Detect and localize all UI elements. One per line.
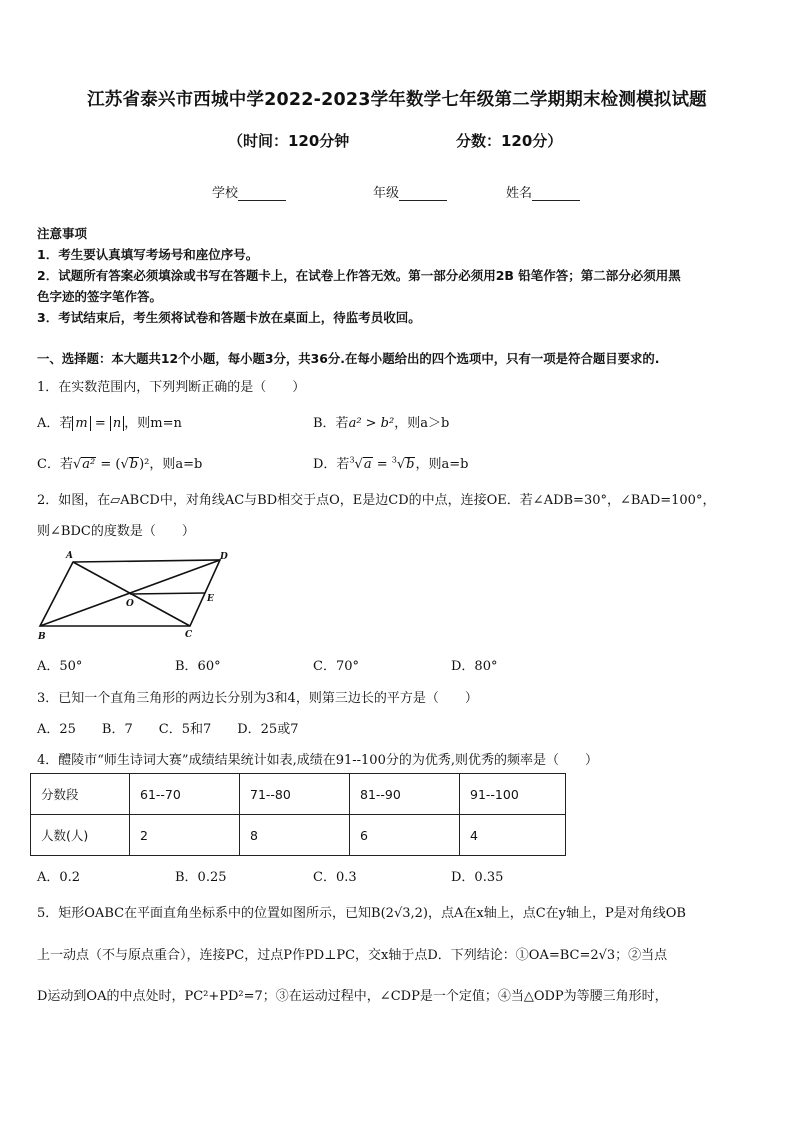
score-table xyxy=(30,773,566,856)
question-4-stem: 4．醴陵市“师生诗词大赛”成绩结果统计如表,成绩在91--100分的为优秀,则优秀的频率是（ ） xyxy=(37,753,598,768)
notice-item: 色字迹的签字笔作答。 xyxy=(37,289,163,304)
question-2-option-d: D．80° xyxy=(451,659,498,674)
table-cell: 91--100 xyxy=(460,774,566,815)
notice-item: 3．考试结束后，考生须将试卷和答题卡放在桌面上，待监考员收回。 xyxy=(37,310,421,325)
grade-field xyxy=(373,182,447,201)
label-a: A xyxy=(66,551,73,561)
question-4-option-a: A．0.2 xyxy=(37,870,81,885)
question-1-option-a: A．若 m = n ，则m=n xyxy=(37,416,182,431)
segment-oe xyxy=(130,593,205,594)
notice-item: 1．考生要认真填写考场号和座位序号。 xyxy=(37,247,259,262)
grade-label: 年级 xyxy=(373,186,400,201)
question-1-option-d: D．若$^3$√a = $^3$√b，则a=b xyxy=(313,455,469,472)
section-heading: 一、选择题：本大题共12个小题，每小题3分，共36分.在每小题给出的四个选项中，只有一项是符合题目要求的. xyxy=(37,351,660,366)
question-2-option-b: B．60° xyxy=(175,659,221,674)
table-cell: 61--70 xyxy=(130,774,240,815)
exam-score: 分数：120分） xyxy=(456,132,563,150)
question-1-option-c: C．若√a² = (√b)²，则a=b xyxy=(37,457,203,472)
school-blank[interactable] xyxy=(238,186,286,201)
question-2-option-a: A．50° xyxy=(37,659,83,674)
exam-time: （时间：120分钟 xyxy=(228,132,350,150)
name-field xyxy=(506,182,580,201)
parallelogram-figure xyxy=(30,548,230,644)
label-b: B xyxy=(38,632,46,642)
question-1-stem: 1．在实数范围内，下列判断正确的是（ ） xyxy=(37,380,306,395)
table-cell: 71--80 xyxy=(240,774,350,815)
question-4-option-c: C．0.3 xyxy=(313,870,357,885)
school-field xyxy=(212,182,286,201)
question-2-stem: 2．如图，在▱ABCD中，对角线AC与BD相交于点O，E是边CD的中点，连接OE．若∠ADB=30°，∠BAD=100°， xyxy=(37,493,716,508)
notice-item: 2．试题所有答案必须填涂或书写在答题卡上，在试卷上作答无效。第一部分必须用2B 铅笔作答；第二部分必须用黑 xyxy=(37,268,681,283)
label-e: E xyxy=(207,594,214,604)
question-3-options: A．25 B．7 C．5和7 D．25或7 xyxy=(37,722,299,737)
question-5-line: 5．矩形OABC在平面直角坐标系中的位置如图所示，已知B(2√3,2)，点A在x轴上，点C在y轴上，P是对角线OB xyxy=(37,906,686,921)
question-4-option-b: B．0.25 xyxy=(175,870,227,885)
label-c: C xyxy=(185,630,193,640)
question-3-stem: 3．已知一个直角三角形的两边长分别为3和4，则第三边长的平方是（ ） xyxy=(37,691,478,706)
question-4-option-d: D．0.35 xyxy=(451,870,504,885)
name-blank[interactable] xyxy=(532,186,580,201)
label-d: D xyxy=(220,552,228,562)
question-5-line: D运动到OA的中点处时，PC²+PD²=7；③在运动过程中，∠CDP是一个定值；④当△ODP为等腰三角形时， xyxy=(37,989,668,1004)
table-row xyxy=(31,815,566,856)
table-cell: 分数段 xyxy=(31,774,130,815)
table-row xyxy=(31,774,566,815)
grade-blank[interactable] xyxy=(399,186,447,201)
question-1-option-b: B．若a² > b²，则a＞b xyxy=(313,416,450,431)
school-label: 学校 xyxy=(212,186,239,201)
table-cell: 6 xyxy=(350,815,460,856)
table-cell: 81--90 xyxy=(350,774,460,815)
question-2-option-c: C．70° xyxy=(313,659,359,674)
name-label: 姓名 xyxy=(506,186,533,201)
question-2-stem: 则∠BDC的度数是（ ） xyxy=(37,524,195,539)
table-cell: 8 xyxy=(240,815,350,856)
question-5-line: 上一动点（不与原点重合），连接PC，过点P作PD⊥PC，交x轴于点D．下列结论：①OA=BC=2√3；②当点 xyxy=(37,948,668,963)
table-cell: 4 xyxy=(460,815,566,856)
table-cell: 2 xyxy=(130,815,240,856)
label-o: O xyxy=(126,599,134,609)
notice-heading: 注意事项 xyxy=(37,226,88,241)
page-title: 江苏省泰兴市西城中学2022-2023学年数学七年级第二学期期末检测模拟试题 xyxy=(87,90,707,110)
table-cell: 人数(人) xyxy=(31,815,130,856)
